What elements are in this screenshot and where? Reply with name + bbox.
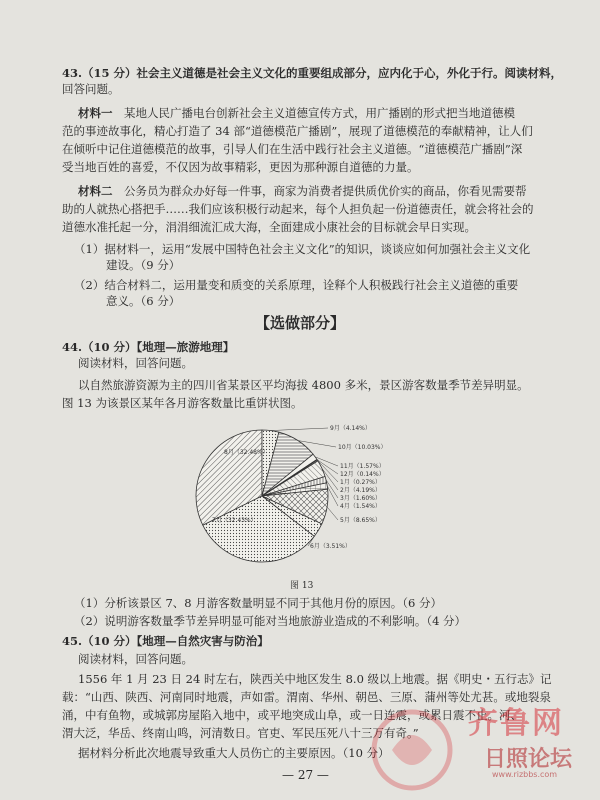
q43-material1-line4: 受当地百姓的喜爱，不仅因为故事精彩，更因为那种源自道德的力量。 xyxy=(62,160,419,174)
pie-chart-svg xyxy=(190,418,410,574)
q45-instruction: 阅读材料，回答问题。 xyxy=(78,652,193,666)
q44-material-line2: 图 13 为该景区某年各月游客数量比重饼状图。 xyxy=(62,396,303,410)
watermark-subtitle: 日照论坛 xyxy=(484,747,573,772)
q43-material1-line3: 在倾听中记住道德模范的故事，引导人们在生活中践行社会主义道德。“道德模范广播剧”深 xyxy=(62,142,523,156)
q45-material-line4: 渭大泛，华岳、终南山鸣，河清数日。官吏、军民压死八十三万有奇。” xyxy=(62,726,419,740)
q45-question: 据材料分析此次地震导致重大人员伤亡的主要原因。（10 分） xyxy=(78,746,390,760)
watermark-brand: 齐鲁网 xyxy=(468,706,564,741)
q45-material-line2: 载：“山西、陕西、河南同时地震，声如雷。渭南、华州、朝邑、三原、蒲州等处尤甚。或地裂泉 xyxy=(62,690,551,704)
q44-subquestion2: （2）说明游客数量季节差异明显可能对当地旅游业造成的不利影响。（4 分） xyxy=(74,614,467,628)
q44-subquestion1: （1）分析该景区 7、8 月游客数量明显不同于其他月份的原因。（6 分） xyxy=(74,596,442,610)
q43-intro-line1: 43.（15 分）社会主义道德是社会主义文化的重要组成部分，应内化于心，外化于行。阅读材料， xyxy=(62,66,563,80)
pie-label-11: 6月（3.51%） xyxy=(310,543,351,550)
pie-leader-line-2 xyxy=(271,428,328,431)
q44-instruction: 阅读材料，回答问题。 xyxy=(78,356,193,370)
q43-material1-text1: 某地人民广播电台创新社会主义道德宣传方式，用广播剧的形式把当地道德模 xyxy=(124,106,515,120)
page-number: — 27 — xyxy=(282,768,329,782)
q43-material2-line2: 助的人就热心搭把手……我们应该积极行动起来，每个人担负起一份道德责任，就会将社会的 xyxy=(62,202,534,216)
q43-material1-label: 材料一 xyxy=(78,106,113,120)
q45-material-line3: 涌，中有鱼物，或城郭房屋陷入地中，或平地突成山阜，或一日连震，或累日震不止。河、 xyxy=(62,708,522,722)
pie-leader-line-9 xyxy=(327,486,338,506)
q43-subquestion2-line1: （2）结合材料二，运用量变和质变的关系原理，诠释个人积极践行社会主义道德的重要 xyxy=(74,278,519,292)
watermark-url: www.rizbbs.com xyxy=(492,770,558,779)
pie-label-3: 10月（10.03%） xyxy=(338,444,387,451)
pie-label-12: 7月（32.43%） xyxy=(212,517,257,524)
q43-material2-line3: 道德水准托起一分，涓涓细流汇成大海，全面建成小康社会的目标就会早日实现。 xyxy=(62,220,476,234)
pie-label-5: 12月（0.14%） xyxy=(340,471,385,478)
pie-label-10: 5月（8.65%） xyxy=(340,517,381,524)
pie-label-6: 1月（0.27%） xyxy=(340,479,381,486)
q44-material-line1: 以自然旅游资源为主的四川省某景区平均海拔 4800 多米，景区游客数量季节差异明显。 xyxy=(78,378,529,392)
chart-caption: 图 13 xyxy=(290,581,314,591)
pie-label-2: 9月（4.14%） xyxy=(330,425,371,432)
pie-chart xyxy=(190,418,410,574)
q45-title: 45.（10 分）【地理—自然灾害与防治】 xyxy=(62,634,269,648)
q43-material2-text1: 公务员为群众办好每一件事，商家为消费者提供质优价实的商品，你看见需要帮 xyxy=(124,184,527,198)
q43-material2-label: 材料二 xyxy=(78,184,113,198)
pie-leader-line-10 xyxy=(327,507,338,520)
q43-subquestion1-line1: （1）据材料一，运用“发展中国特色社会主义文化”的知识，谈谈应如何加强社会主义文化 xyxy=(74,242,531,256)
q43-material1-line1 xyxy=(78,106,515,120)
q43-subquestion1-line2: 建设。（9 分） xyxy=(106,258,181,272)
pie-label-4: 11月（1.57%） xyxy=(340,463,385,470)
pie-label-9: 4月（1.54%） xyxy=(340,503,381,510)
q43-subquestion2-line2: 意义。（6 分） xyxy=(106,294,181,308)
q44-title: 44.（10 分）【地理—旅游地理】 xyxy=(62,340,235,354)
pie-label-8: 3月（1.60%） xyxy=(340,495,381,502)
q43-material2-line1 xyxy=(78,184,527,198)
pie-label-1: 8月（32.48%） xyxy=(224,449,269,456)
section-header: 【选做部分】 xyxy=(254,314,345,332)
pie-label-7: 2月（4.19%） xyxy=(340,487,381,494)
q45-material-line1: 1556 年 1 月 23 日 24 时左右，陕西关中地区发生 8.0 级以上地震。据《明史・五行志》记 xyxy=(78,672,552,686)
q43-material1-line2: 范的事迹故事化，精心打造了 34 部“道德模范广播剧”，展现了道德模范的奉献精神，让人们 xyxy=(62,124,533,138)
q43-intro-line2: 回答问题。 xyxy=(62,82,120,96)
